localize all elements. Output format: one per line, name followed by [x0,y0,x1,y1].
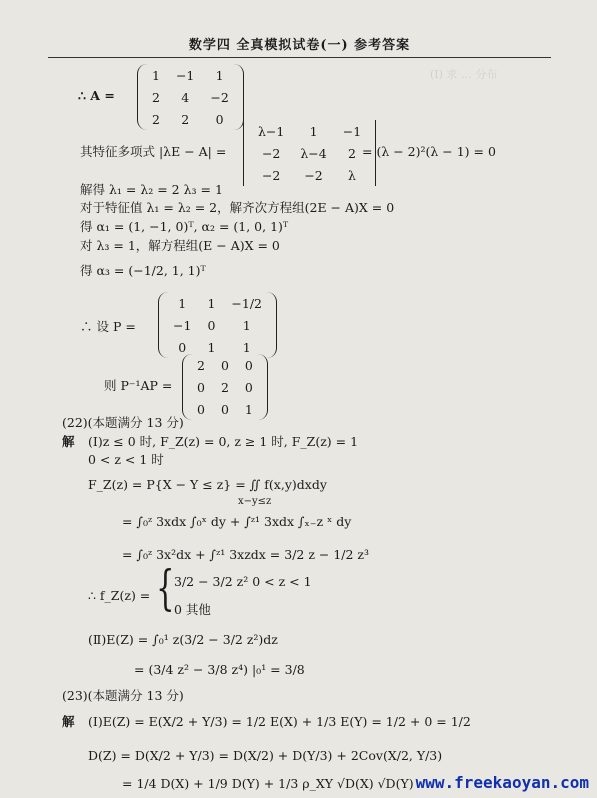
eigen-line-3: 对 λ₃ = 1，解方程组(E − A)X = 0 [80,238,280,253]
q22-pdf-prefix: ∴ f_Z(z) = [88,588,151,603]
q23-jie: 解 [62,714,75,729]
q22-integral-region: x−y≤z [238,496,272,507]
charpoly-determinant: λ−1 1 −1 −2 λ−4 2 −2 −2 λ [243,120,376,186]
bleed-through-text: (Ⅰ) 求 … 分布 [430,68,498,81]
eigen-line-1: 对于特征值 λ₁ = λ₂ = 2，解齐次方程组(2E − A)X = 0 [80,200,395,215]
q22-pdf-case-1: 3/2 − 3/2 z² 0 < z < 1 [174,574,312,589]
q22-pdf-brace: { [156,560,175,616]
q22-line-6: (Ⅱ)E(Z) = ∫₀¹ z(3/2 − 3/2 z²)dz [88,632,278,647]
q22-line-2: 0 < z < 1 时 [88,452,164,467]
eigen-line-4: 得 α₃ = (−1/2, 1, 1)ᵀ [80,263,206,278]
q22-line-7: = (3/4 z² − 3/8 z⁴) |₀¹ = 3/8 [134,662,305,677]
charpoly-result: = (λ − 2)²(λ − 1) = 0 [362,144,496,159]
matrix-a-prefix: ∴ A = [78,88,115,103]
q22-line-4: = ∫₀ᶻ 3xdx ∫₀ˣ dy + ∫ᶻ¹ 3xdx ∫ₓ₋z ˣ dy [122,514,352,529]
eigen-solve: 解得 λ₁ = λ₂ = 2 λ₃ = 1 [80,182,223,197]
q23-line-2: D(Z) = D(X/2 + Y/3) = D(X/2) + D(Y/3) + 2Cov(X/2, Y/3) [88,748,443,763]
q23-title: (23)(本题满分 13 分) [62,688,184,703]
q23-line-3: = 1/4 D(X) + 1/9 D(Y) + 1/3 ρ_XY √D(X) √D(Y) [122,776,414,791]
matrix-p: 1 1 −1/2 −1 0 1 0 1 1 [158,292,277,358]
q22-jie: 解 [62,434,75,449]
matrix-d: 2 0 0 0 2 0 0 0 1 [182,354,268,420]
q22-pdf-case-2: 0 其他 [174,602,211,617]
matrix-d-prefix: 则 P⁻¹AP = [104,378,173,393]
matrix-a: 1 −1 1 2 4 −2 2 2 0 [137,64,244,130]
page-header: 数学四 全真模拟试卷(一) 参考答案 [48,34,551,58]
q23-line-1: (Ⅰ)E(Z) = E(X/2 + Y/3) = 1/2 E(X) + 1/3 E(Y) = 1/2 + 0 = 1/2 [88,714,471,729]
eigen-line-2: 得 α₁ = (1, −1, 0)ᵀ, α₂ = (1, 0, 1)ᵀ [80,219,289,234]
q22-title: (22)(本题满分 13 分) [62,415,184,430]
q22-line-3: F_Z(z) = P{X − Y ≤ z} = ∬ f(x,y)dxdy [88,477,327,492]
matrix-p-prefix: ∴ 设 P = [80,319,136,334]
site-watermark: www.freekaoyan.com [415,773,589,792]
charpoly-label: 其特征多项式 |λE − A| = [80,144,227,159]
q22-line-1: (Ⅰ)z ≤ 0 时, F_Z(z) = 0, z ≥ 1 时, F_Z(z) = 1 [88,434,359,449]
q22-line-5: = ∫₀ᶻ 3x²dx + ∫ᶻ¹ 3xzdx = 3/2 z − 1/2 z³ [122,547,370,562]
